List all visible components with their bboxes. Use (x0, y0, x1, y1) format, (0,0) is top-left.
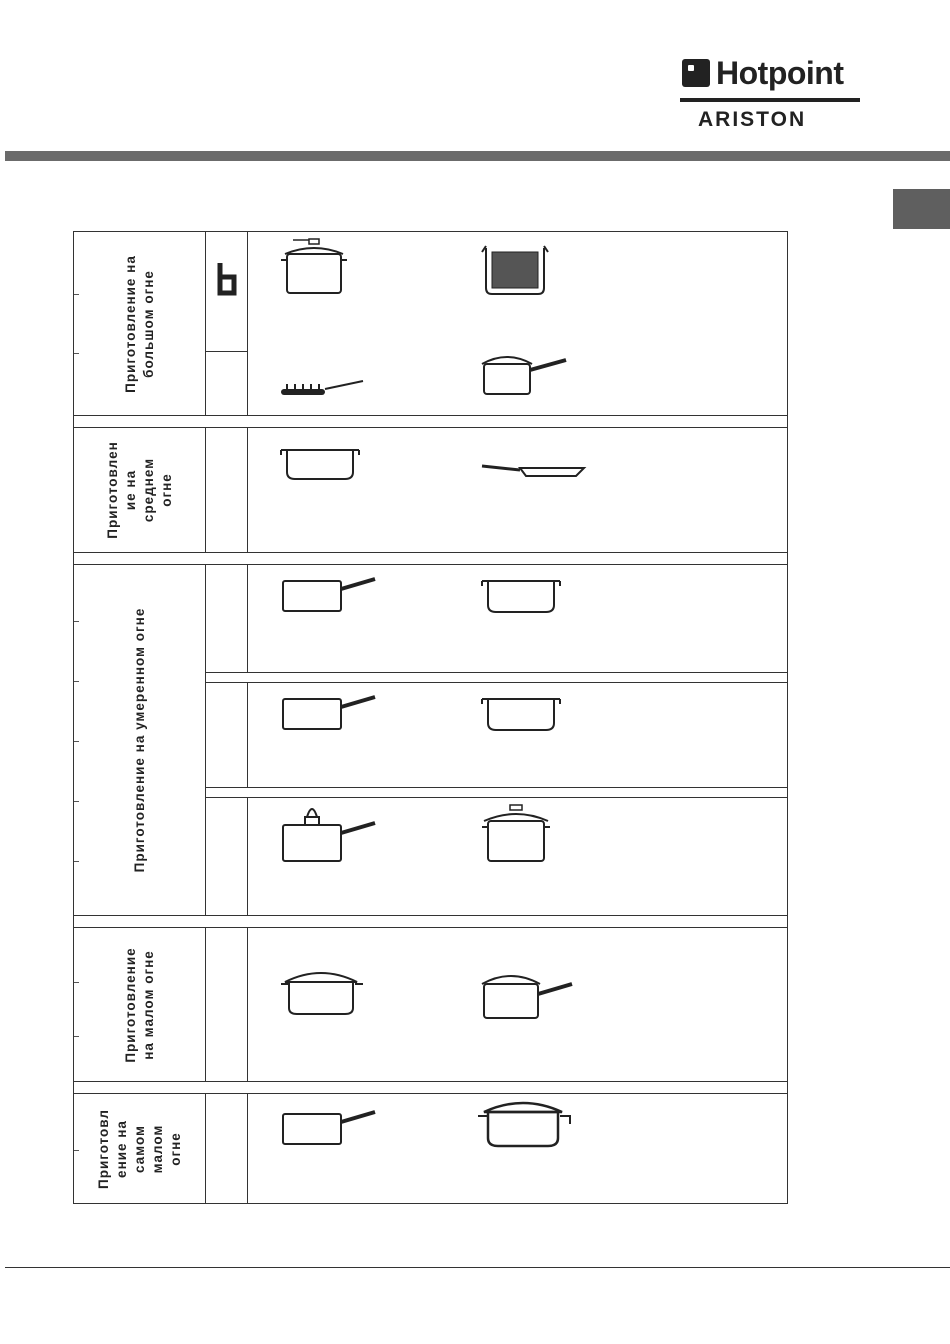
brand-logo (680, 56, 862, 132)
section-label: Приготовление на умеренном огне (132, 607, 147, 873)
stockpot-with-lid-icon (480, 801, 556, 863)
lidded-saucepan-icon (480, 352, 570, 397)
row-divider (206, 351, 248, 352)
grill-pan-icon (279, 377, 369, 399)
lidded-saucepan-icon (480, 968, 576, 1020)
section-label-cell (74, 1094, 206, 1203)
saucepan-icon (279, 575, 379, 615)
frying-basket-icon (480, 242, 550, 297)
section-gap (73, 916, 788, 927)
casserole-icon (480, 577, 565, 615)
level-digit-six (216, 260, 238, 296)
logo-rule (680, 98, 860, 102)
section-label-cell (74, 232, 206, 415)
section-gap (73, 1082, 788, 1093)
section-low-heat (73, 927, 788, 1082)
section-label: Приготовление на большом огне (123, 254, 156, 393)
level-cell (206, 928, 248, 1081)
frying-pan-icon (480, 464, 590, 480)
brand-subname: ARISTON (698, 108, 807, 131)
row-gap (206, 672, 787, 683)
section-high-heat (73, 231, 788, 416)
section-very-low-heat (73, 1093, 788, 1204)
section-gap (73, 416, 788, 427)
dutch-oven-icon (476, 1094, 572, 1150)
saucepan-icon (279, 693, 379, 733)
section-label-cell (74, 928, 206, 1081)
section-gap (73, 553, 788, 564)
level-cell (206, 1094, 248, 1203)
brand-name: Hotpoint (716, 55, 844, 91)
header-bar (5, 151, 950, 161)
covered-casserole-icon (279, 966, 365, 1018)
row-gap (206, 787, 787, 798)
saucepan-icon (279, 1108, 379, 1148)
footer-rule (5, 1267, 950, 1268)
level-cell (206, 428, 248, 552)
saucepan-with-pudding-icon (279, 801, 379, 863)
section-label: Приготовление на малом огне (123, 946, 156, 1063)
section-medium-heat (73, 427, 788, 553)
section-label: Приготовл ение на самом малом огне (96, 1108, 183, 1189)
section-label-cell (74, 565, 206, 915)
brand-mark (682, 56, 844, 90)
casserole-icon (279, 446, 364, 482)
level-cell (206, 232, 248, 415)
section-label: Приготовлен ие на среднем огне (105, 441, 174, 539)
logo-square-icon (682, 59, 710, 87)
page-tab (893, 189, 950, 229)
casserole-icon (480, 695, 565, 733)
section-label-cell (74, 428, 206, 552)
section-moderate-heat (73, 564, 788, 916)
level-cell (206, 565, 248, 915)
stockpot-with-lid-icon (279, 234, 359, 296)
